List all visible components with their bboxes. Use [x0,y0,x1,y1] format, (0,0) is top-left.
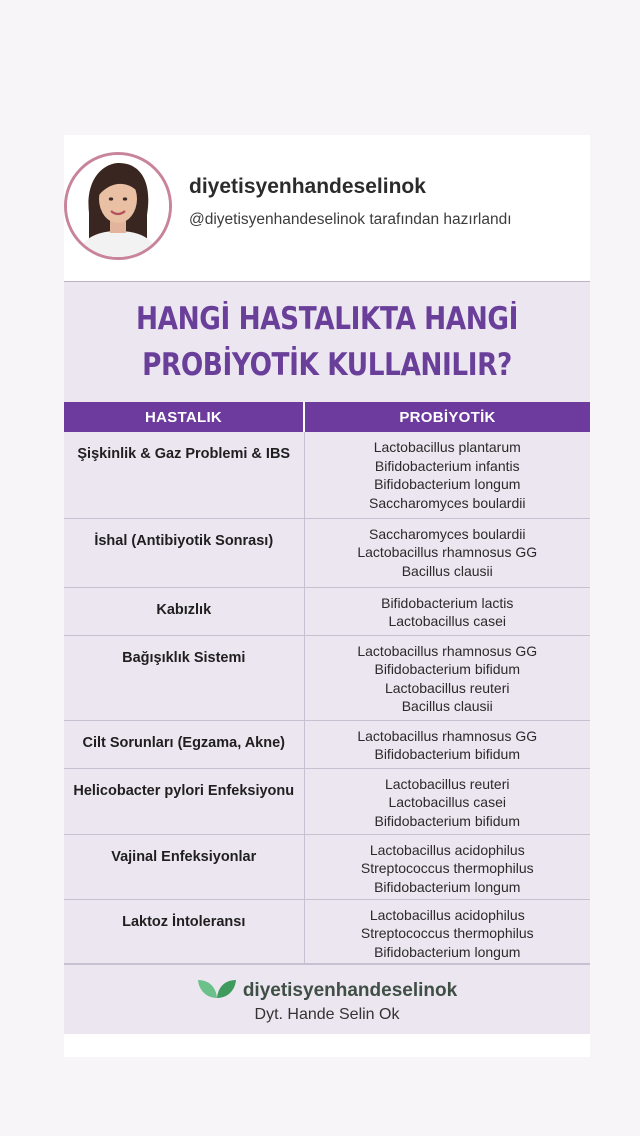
probiotic-item: Bifidobacterium bifidum [374,746,520,762]
table-row [64,587,590,635]
table-row [64,432,590,518]
table-row [64,720,590,768]
probiotic-item: Streptococcus thermophilus [360,860,534,876]
probiotic-cell [304,899,590,963]
page-title [103,296,550,388]
disease-cell: Cilt Sorunları (Egzama, Akne) [64,720,304,768]
brand-name[interactable]: diyetisyenhandeselinok [242,980,458,1001]
disease-cell: Şişkinlik & Gaz Problemi & IBS [64,432,304,518]
probiotic-item: Lactobacillus rhamnosus GG [357,727,538,744]
table-header-row [64,402,590,432]
disease-cell: Kabızlık [64,587,304,635]
table-row [64,635,590,720]
probiotic-item: Lactobacillus casei [388,613,506,629]
signature: Dyt. Hande Selin Ok [254,1006,400,1023]
table-row [64,518,590,587]
probiotic-item: Lactobacillus plantarum [373,439,521,455]
disease-cell: Bağışıklık Sistemi [64,635,304,720]
probiotic-item: Bacillus clausii [401,698,493,714]
table-row [64,834,590,899]
probiotic-cell [304,432,590,518]
disease-cell: İshal (Antibiyotik Sonrası) [64,518,304,587]
probiotic-item: Bifidobacterium longum [374,476,521,492]
probiotic-item: Streptococcus thermophilus [360,925,534,941]
probiotic-item: Saccharomyces boulardii [369,494,526,511]
leaf-icon [197,977,237,1005]
disease-cell: Helicobacter pylori Enfeksiyonu [64,768,304,834]
probiotic-item: Lactobacillus reuteri [384,679,510,696]
probiotic-item: Lactobacillus rhamnosus GG [357,642,538,659]
infographic-card [64,135,590,1057]
column-header-hastalik: HASTALIK [64,402,304,432]
table-row [64,899,590,963]
probiotic-item: Lactobacillus casei [388,794,506,810]
probiotic-cell [304,834,590,899]
profile-username[interactable]: diyetisyenhandeselinok [189,175,426,198]
probiotic-item: Bacillus clausii [401,562,493,579]
title-line-1: HANGİ HASTALIKTA HANGİ [136,301,518,337]
probiotic-item: Bifidobacterium lactis [381,594,514,611]
probiotic-cell [304,587,590,635]
content-panel [64,281,590,1034]
probiotic-item: Bifidobacterium infantis [374,457,520,474]
column-header-probiyotik: PROBİYOTİK [304,402,590,432]
probiotic-cell [304,768,590,834]
probiotic-item: Lactobacillus reuteri [384,775,510,792]
avatar-portrait-icon [67,155,169,257]
table-row [64,768,590,834]
probiotic-cell [304,720,590,768]
probiotic-item: Lactobacillus acidophilus [369,841,525,858]
disease-cell: Laktoz İntoleransı [64,899,304,963]
profile-byline: @diyetisyenhandeselinok tarafından hazırlandı [189,211,512,228]
probiotic-item: Bifidobacterium longum [374,943,521,960]
probiotic-table [64,402,590,964]
footer [64,964,590,1035]
title-line-2: PROBİYOTİK KULLANILIR? [142,347,512,383]
probiotic-item: Lactobacillus rhamnosus GG [357,544,538,560]
probiotic-cell [304,635,590,720]
probiotic-item: Bifidobacterium longum [374,878,521,895]
probiotic-item: Bifidobacterium bifidum [374,812,520,829]
disease-cell: Vajinal Enfeksiyonlar [64,834,304,899]
probiotic-item: Lactobacillus acidophilus [369,906,525,923]
probiotic-item: Saccharomyces boulardii [369,525,526,542]
profile-header [64,135,590,281]
brand-line [64,977,590,1005]
avatar[interactable] [64,152,172,260]
probiotic-item: Bifidobacterium bifidum [374,661,520,677]
probiotic-cell [304,518,590,587]
